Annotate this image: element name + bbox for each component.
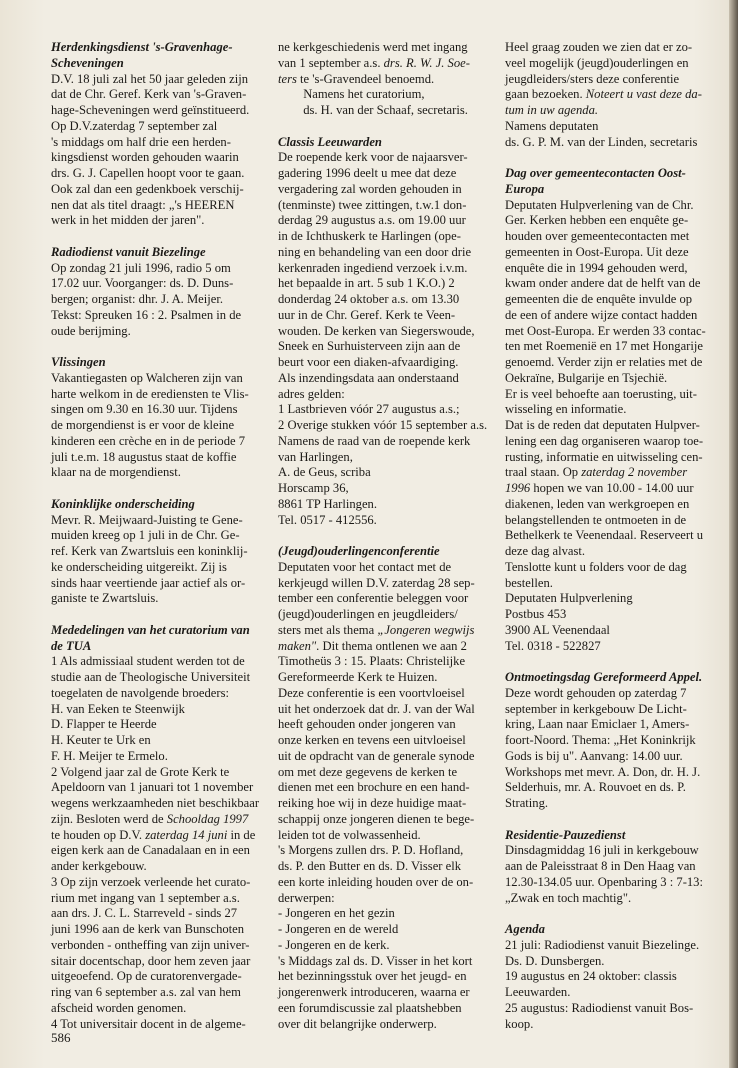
text-line: 2 Overige stukken vóór 15 september a.s.: [278, 418, 488, 432]
text-line: in de Ichthuskerk te Harlingen (ope-: [278, 229, 461, 243]
text-line: kinderen een crèche en in de periode 7: [51, 433, 246, 448]
column-1: [51, 40, 260, 1048]
text-line: Horscamp 36,: [278, 481, 349, 495]
text-line: vergadering zal worden gehouden in: [278, 181, 462, 196]
text-line: kring, Laan naar Emiclaer 1, Amers-: [505, 717, 690, 732]
emphasis: ters: [278, 71, 297, 86]
text-line: klaar na de morgendienst.: [51, 465, 181, 480]
text-line: Workshops met mevr. A. Don, dr. H. J.: [505, 764, 701, 779]
text-line: leiden tot de volwassenheid.: [278, 827, 421, 842]
text-line: Timotheüs 3 : 15. Plaats: Christelijke: [278, 654, 466, 669]
text-line: 1 Lastbrieven vóór 27 augustus a.s.;: [278, 402, 460, 417]
text-line: Tekst: Spreuken 16 : 2. Psalmen in de: [51, 307, 242, 322]
text-line: afscheid worden genomen.: [51, 1000, 187, 1015]
text-line: wegens werkzaamheden niet beschikbaar: [51, 796, 260, 810]
text-line: De roepende kerk voor de najaarsver-: [278, 150, 468, 165]
text-line: Oekraïne, Bulgarije en Tsjechië.: [505, 370, 668, 385]
text-line: kerkjeugd willen D.V. zaterdag 28 sep-: [278, 575, 475, 590]
text-line: ref. Kerk van Zwartsluis een koninklij-: [51, 544, 248, 558]
text-line: 17.02 uur. Voorganger: ds. D. Duns-: [51, 276, 234, 291]
emphasis: zaterdag 14 juni: [145, 827, 228, 842]
text-line: werk in het midden der jaren".: [51, 213, 205, 228]
text-line: 3 Op zijn verzoek verleende het curato-: [51, 874, 251, 889]
text-line: diakenen, leden van werkgroepen en: [505, 496, 690, 511]
text-line: Tel. 0517 - 412556.: [278, 512, 377, 527]
text-line: H. van Eeken te Steenwijk: [51, 701, 185, 716]
text-line: D. Flapper te Heerde: [51, 717, 157, 732]
text-line: van 1 september a.s. drs. R. W. J. Soe-: [278, 55, 470, 70]
text-line: Deputaten voor het contact met de: [278, 559, 452, 574]
text-line: aan de Paleisstraat 8 in Den Haag van: [505, 859, 696, 873]
text-line: 8861 TP Harlingen.: [278, 496, 377, 511]
text-line: Selderhuis, mr. A. Rouvoet en ds. P.: [505, 780, 686, 795]
article-heading: Classis Leeuwarden: [278, 134, 382, 149]
article-section: [278, 544, 478, 1032]
text-line: verbonden - ontheffing van zijn univer-: [51, 937, 250, 952]
text-line: eigen kerk aan de Canadalaan en in een: [51, 843, 250, 858]
text-line: het bepaalde in art. 5 sub 1 K.O.) 2: [278, 276, 455, 291]
text-line: september in kerkgebouw De Licht-: [505, 701, 687, 716]
text-line: dienen met een brochure en een hand-: [278, 780, 470, 795]
text-line: D.V. 18 juli zal het 50 jaar geleden zijn: [51, 71, 249, 86]
text-line: uur in de Chr. Geref. Kerk te Veen-: [278, 307, 456, 322]
text-line: - Jongeren en de kerk.: [278, 937, 390, 952]
text-line: Gereformeerde Kerk te Huizen.: [278, 670, 438, 684]
text-line: wouden. De kerken van Siegerswoude,: [278, 323, 475, 338]
text-line: houden over gemeentecontacten met: [505, 229, 690, 243]
article-heading: Residentie-Pauzedienst: [505, 827, 626, 842]
article-heading: Radiodienst vanuit Biezelinge: [51, 244, 206, 259]
text-line: Als inzendingsdata aan onderstaand: [278, 370, 459, 385]
text-line: aan drs. J. C. L. Starreveld - sinds 27: [51, 906, 238, 921]
column-2: [278, 40, 488, 1048]
text-line: derdag 29 augustus a.s. om 19.00 uur: [278, 213, 466, 228]
text-line: - Jongeren en de wereld: [278, 922, 399, 936]
text-line: gadering 1996 deelt u mee dat deze: [278, 166, 457, 180]
article-heading: Dag over gemeentecontacten Oost-: [505, 166, 686, 180]
text-line: Ger. Kerken hebben een enquête ge-: [505, 213, 689, 228]
emphasis: 1996: [505, 481, 531, 495]
text-line: uitgeoefend. Op de curatorenvergade-: [51, 969, 242, 984]
text-line: 's Middags zal ds. D. Visser in het kort: [278, 953, 473, 968]
text-line: Bethelkerk te Veenendaal. Reserveert u: [505, 528, 704, 543]
text-line: wisseling en informatie.: [505, 402, 627, 417]
page-edge: [729, 0, 738, 1068]
text-line: koop.: [505, 1016, 534, 1031]
article-heading: Mededelingen van het curatorium van: [51, 622, 250, 637]
text-line: Op D.V.zaterdag 7 september zal: [51, 118, 218, 133]
text-line: derwerpen:: [278, 890, 335, 905]
text-line: deze dag alvast.: [505, 544, 586, 558]
text-line: 3900 AL Veenendaal: [505, 622, 610, 637]
text-line: sinds haar veertiende jaar actief als or-: [51, 575, 246, 590]
text-line: 's Morgens zullen drs. P. D. Hofland,: [278, 843, 464, 858]
text-line: de een of andere wijze contact hadden: [505, 307, 698, 322]
text-line: ters te 's-Gravendeel benoemd.: [278, 71, 435, 86]
article-heading: Ontmoetingsdag Gereformeerd Appel.: [505, 670, 703, 684]
text-line: Mevr. R. Meijwaard-Juisting te Gene-: [51, 512, 243, 527]
text-line: reiking hoe wij in deze huidige maat-: [278, 796, 467, 810]
article-section: [505, 828, 717, 907]
text-line: 4 Tot universitair docent in de algeme-: [51, 1016, 246, 1031]
text-line: Heel graag zouden we zien dat er zo-: [505, 40, 693, 54]
text-line: Dinsdagmiddag 16 juli in kerkgebouw: [505, 843, 699, 858]
article-section: [505, 166, 717, 654]
article-section: [51, 497, 251, 607]
text-line: bergen; organist: dhr. J. A. Meijer.: [51, 292, 223, 306]
text-line: muiden kreeg op 1 juli in de Chr. Ge-: [51, 528, 240, 543]
text-line: gaan bezoeken. Noteert u vast deze da-: [505, 87, 702, 102]
text-line: H. Keuter te Urk en: [51, 733, 151, 747]
text-line: Postbus 453: [505, 607, 567, 621]
text-line: Tenslotte kunt u folders voor de dag: [505, 559, 687, 574]
article-heading: (Jeugd)ouderlingenconferentie: [278, 544, 440, 558]
text-line: ten met Roemenië en 17 met Hongarije: [505, 339, 703, 354]
text-line: ke onderscheiding uitgereikt. Zij is: [51, 559, 227, 574]
text-line: belangstellenden te ontmoeten in de: [505, 512, 687, 527]
text-line: ds. P. den Butter en ds. D. Visser elk: [278, 859, 462, 873]
article-section: [278, 40, 478, 119]
article-heading: Herdenkingsdienst 's-Gravenhage-: [51, 40, 233, 54]
text-line: met Oost-Europa. Er werden 33 contac-: [505, 323, 706, 338]
emphasis: Schooldag 1997: [166, 811, 249, 826]
text-line: Namens het curatorium,: [278, 87, 425, 102]
text-line: rusting, informatie en uitwisseling cen-: [505, 449, 703, 464]
text-line: 1996 hopen we van 10.00 - 14.00 uur: [505, 481, 694, 495]
text-line: juli t.e.m. 18 augustus staat de koffie: [51, 449, 237, 464]
text-line: drs. G. J. Capellen hoopt voor te gaan.: [51, 166, 245, 180]
article-heading: Europa: [505, 181, 545, 196]
text-line: jeugdleiders/sters deze conferentie: [505, 71, 680, 86]
article-section: [51, 355, 251, 481]
text-line: Deputaten Hulpverlening: [505, 591, 633, 606]
text-line: dat de Chr. Geref. Kerk van 's-Graven-: [51, 87, 247, 102]
text-line: jongerenwerk introduceren, waarna er: [278, 985, 470, 999]
article-heading: Scheveningen: [51, 55, 124, 70]
text-line: zijn. Besloten werd de Schooldag 1997: [51, 811, 249, 826]
article-section: [505, 670, 717, 812]
text-line: (jeugd)ouderlingen en jeugdleiders/: [278, 607, 458, 621]
article-section: [505, 40, 717, 150]
text-line: ander kerkgebouw.: [51, 859, 147, 873]
text-line: 1 Als admissiaal student werden tot de: [51, 654, 245, 669]
text-line: Ds. D. Dunsbergen.: [505, 953, 605, 968]
text-line: nen dat als titel draagt: „'s HEEREN: [51, 197, 235, 212]
text-line: 25 augustus: Radiodienst vanuit Bos-: [505, 1000, 694, 1015]
text-line: Dat is de reden dat deputaten Hulpver-: [505, 418, 700, 432]
text-line: bestellen.: [505, 575, 553, 590]
text-line: Apeldoorn van 1 januari tot 1 november: [51, 780, 254, 795]
text-line: de morgendienst is er voor de kleine: [51, 418, 235, 432]
text-line: genoemd. Verder zijn er relaties met de: [505, 355, 703, 369]
text-line: ne kerkgeschiedenis werd met ingang: [278, 40, 468, 54]
text-line: Strating.: [505, 796, 549, 810]
text-line: juni 1996 aan de kerk van Bunschoten: [51, 922, 245, 936]
article-heading: Vlissingen: [51, 355, 106, 369]
text-line: te houden op D.V. zaterdag 14 juni in de: [51, 827, 256, 842]
text-line: tember een conferentie beleggen voor: [278, 591, 469, 606]
text-line: enquête die in 1994 gehouden werd,: [505, 260, 688, 275]
text-line: gemeenten in Oost-Europa. Uit deze: [505, 244, 689, 259]
text-line: schappij onze jongeren dienen te bege-: [278, 811, 475, 826]
text-line: onze kerken en tevens een uitvloeisel: [278, 733, 466, 747]
text-line: Vakantiegasten op Walcheren zijn van: [51, 370, 243, 385]
text-line: sitair docentschap, door hem zeven jaar: [51, 953, 251, 968]
text-line: een forumdiscussie zal plaatshebben: [278, 1000, 462, 1015]
text-line: kerkenraden ingediend verzoek i.v.m.: [278, 260, 468, 275]
text-line: ring van 6 september a.s. zal van hem: [51, 985, 241, 999]
text-line: Namens deputaten: [505, 118, 599, 133]
article-section: [51, 245, 251, 340]
text-line: Namens de raad van de roepende kerk: [278, 433, 471, 448]
text-line: van Harlingen,: [278, 449, 353, 464]
text-line: ds. G. P. M. van der Linden, secretaris: [505, 134, 698, 149]
article-section: [278, 134, 488, 529]
text-line: 19 augustus en 24 oktober: classis: [505, 969, 677, 984]
text-line: 12.30-134.05 uur. Openbaring 3 : 7-13:: [505, 874, 703, 889]
text-line: sters met als thema „Jongeren wegwijs: [278, 622, 475, 637]
text-line: Deze conferentie is een voortvloeisel: [278, 685, 465, 700]
text-line: maken". Dit thema ontlenen we aan 2: [278, 638, 467, 653]
text-line: Leeuwarden.: [505, 985, 571, 999]
text-line: oude berijming.: [51, 323, 131, 338]
text-line: ganiste te Zwartsluis.: [51, 591, 159, 606]
text-line: veel mogelijk (jeugd)ouderlingen en: [505, 55, 689, 70]
text-line: Ook zal dan een gedenkboek verschij-: [51, 181, 244, 196]
text-line: studie aan de Theologische Universiteit: [51, 670, 251, 684]
text-line: toegelaten de navolgende broeders:: [51, 685, 229, 700]
article-heading: Koninklijke onderscheiding: [51, 496, 195, 511]
text-line: Sneek en Surhuisterveen zijn aan de: [278, 339, 461, 354]
emphasis: zaterdag 2 november: [581, 465, 688, 480]
text-line: - Jongeren en het gezin: [278, 906, 395, 921]
text-line: (tenminste) twee zittingen, t.w.1 don-: [278, 197, 467, 212]
text-line: Deze wordt gehouden op zaterdag 7: [505, 685, 687, 700]
article-section: [505, 922, 717, 1032]
text-line: „Zwak en toch machtig".: [505, 890, 632, 905]
text-line: adres gelden:: [278, 386, 345, 401]
text-line: rium met ingang van 1 september a.s.: [51, 890, 240, 905]
text-line: kwam onder andere dat de helft van de: [505, 276, 701, 291]
text-line: [505, 103, 717, 119]
text-line: gemeenten die de enquête invulde op: [505, 292, 693, 306]
emphasis: drs. R. W. J. Soe-: [383, 55, 470, 70]
emphasis: Noteert u vast deze da-: [585, 87, 702, 102]
text-line: een korte inleiding houden over de on-: [278, 874, 474, 889]
article-section: [51, 622, 260, 1033]
text-line: Op zondag 21 juli 1996, radio 5 om: [51, 260, 231, 275]
emphasis: „Jongeren wegwijs: [377, 622, 475, 637]
page-number: 586: [51, 1030, 71, 1045]
text-line: uit het onderzoek dat dr. J. van der Wal: [278, 701, 475, 716]
text-line: om met deze gegevens de kerken te: [278, 764, 458, 779]
text-line: uit de opdracht van de generale synode: [278, 748, 475, 763]
text-line: Er is veel behoefte aan toerusting, uit-: [505, 386, 697, 401]
text-line: A. de Geus, scriba: [278, 465, 371, 480]
text-line: 2 Volgend jaar zal de Grote Kerk te: [51, 764, 230, 779]
text-line: beurt voor een diaken-afvaardiging.: [278, 355, 459, 369]
text-line: Deputaten Hulpverlening van de Chr.: [505, 197, 694, 212]
article-heading: Agenda: [505, 922, 545, 936]
text-line: over dit belangrijke onderwerp.: [278, 1016, 437, 1031]
text-line: Gods is bij u". Aanvang: 14.00 uur.: [505, 748, 683, 763]
text-line: ds. H. van der Schaaf, secretaris.: [278, 103, 468, 117]
text-line: traal staan. Op zaterdag 2 november: [505, 465, 688, 480]
emphasis: maken": [278, 638, 317, 653]
text-line: singen om 9.30 en 16.30 uur. Tijdens: [51, 402, 238, 417]
text-line: donderdag 24 oktober a.s. om 13.30: [278, 292, 460, 306]
text-line: kingsdienst worden gehouden waarin: [51, 150, 239, 165]
column-3: [505, 40, 717, 1048]
text-line: heeft gehouden onder jongeren van: [278, 717, 456, 732]
text-line: 21 juli: Radiodienst vanuit Biezelinge.: [505, 937, 700, 952]
text-line: lening een dag organiseren waarop toe-: [505, 433, 704, 448]
text-line: harte welkom in de erediensten te Vlis-: [51, 386, 249, 401]
text-line: 's middags om half drie een herden-: [51, 134, 231, 149]
text-line: F. H. Meijer te Ermelo.: [51, 748, 168, 763]
emphasis: tum in uw agenda.: [505, 103, 599, 117]
text-line: foort-Noord. Thema: „Het Koninkrijk: [505, 733, 696, 747]
article-heading: de TUA: [51, 638, 92, 653]
text-line: Tel. 0318 - 522827: [505, 638, 601, 653]
text-line: het bezinningsstuk over het jeugd- en: [278, 969, 467, 984]
article-section: [51, 40, 251, 229]
text-line: ning en behandeling van een door drie: [278, 244, 472, 259]
text-line: hage-Scheveningen werd geïnstitueerd.: [51, 103, 250, 117]
